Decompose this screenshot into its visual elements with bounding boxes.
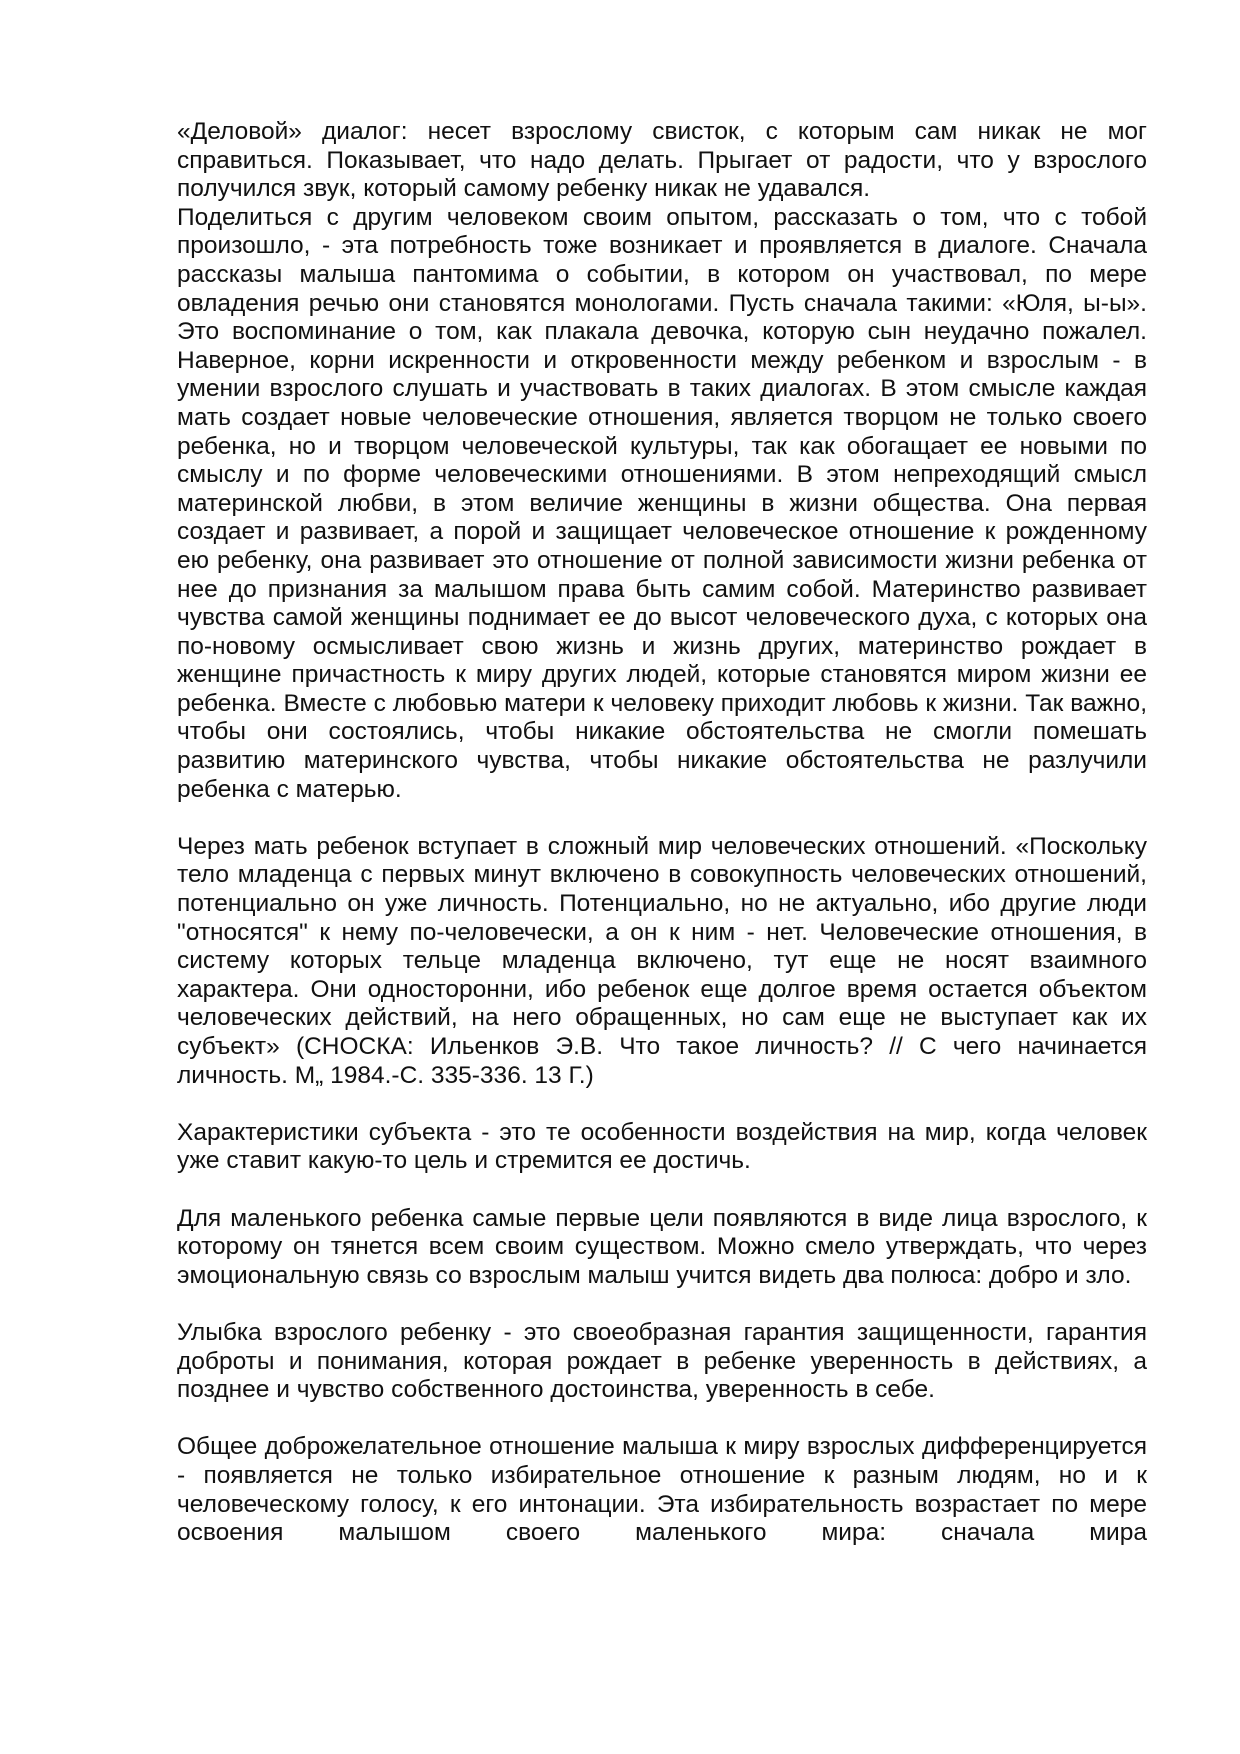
paragraph-subject: Характеристики субъекта - это те особенности воздействия на мир, когда человек уже ставит какую-то цель и стремится ее достичь. — [177, 1118, 1147, 1175]
paragraph-first-goals: Для маленького ребенка самые первые цели появляются в виде лица взрослого, к которому он тянется всем своим существом. Можно смело утверждать, что через эмоциональную связь со взрослым малыш учится видеть два полюса: добро и зло. — [177, 1204, 1147, 1289]
paragraph-relations: Через мать ребенок вступает в сложный мир человеческих отношений. «Поскольку тело младенца с первых минут включено в совокупность человеческих отношений, потенциально он уже личность. Потенциально, но не актуально, ибо другие люди "относятся" к нему по-человечески, а он к ним - нет. Человеческие отношения, в систему которых тельце младенца включено, тут еще не носят взаимного характера. Они односторонни, ибо ребенок еще долгое время остается объектом человеческих действий, на него обращенных, но сам еще не выступает как их субъект» (СНОСКА: Ильенков Э.В. Что такое личность? // С чего начинается личность. М„ 1984.-С. 335-336. 13 Г.) — [177, 832, 1147, 1089]
paragraph-dialog: «Деловой» диалог: несет взрослому свисток, с которым сам никак не мог справиться. Показывает, что надо делать. Прыгает от радости, что у взрослого получился звук, который самому ребенку никак не удавался. — [177, 118, 1147, 203]
paragraph-attitude: Общее доброжелательное отношение малыша к миру взрослых дифференцируется - появляется не только избирательное отношение к разным людям, но и к человеческому голосу, к его интонации. Эта избирательность возрастает по мере освоения малышом своего маленького мира: сначала мира — [177, 1433, 1147, 1547]
paragraph-motherhood: Поделиться с другим человеком своим опытом, рассказать о том, что с тобой произошло, - эта потребность тоже возникает и проявляется в диалоге. Сначала рассказы малыша пантомима о событии, в котором он участвовал, по мере овладения речью они становятся монологами. Пусть сначала такими: «Юля, ы-ы». Это воспоминание о том, как плакала девочка, которую сын неудачно пожалел. Наверное, корни искренности и откровенности между ребенком и взрослым - в умении взрослого слушать и участвовать в таких диалогах. В этом смысле каждая мать создает новые человеческие отношения, является творцом не только своего ребенка, но и творцом человеческой культуры, так как обогащает ее новыми по смыслу и по форме человеческими отношениями. В этом непреходящий смысл материнской любви, в этом величие женщины в жизни общества. Она первая создает и развивает, а порой и защищает человеческое отношение к рожденному ею ребенку, она развивает это отношение от полной зависимости жизни ребенка от нее до признания за малышом права быть самим собой. Материнство развивает чувства самой женщины поднимает ее до высот человеческого духа, с которых она по-новому осмысливает свою жизнь и жизнь других, материнство рождает в женщине причастность к миру других людей, которые становятся миром жизни ее ребенка. Вместе с любовью матери к человеку приходит любовь к жизни. Так важно, чтобы они состоялись, чтобы никакие обстоятельства не смогли помешать развитию материнского чувства, чтобы никакие обстоятельства не разлучили ребенка с матерью. — [177, 203, 1147, 803]
paragraph-smile: Улыбка взрослого ребенку - это своеобразная гарантия защищенности, гарантия доброты и понимания, которая рождает в ребенке уверенность в действиях, а позднее и чувство собственного достоинства, уверенность в себе. — [177, 1318, 1147, 1404]
document-body — [177, 118, 1147, 1548]
